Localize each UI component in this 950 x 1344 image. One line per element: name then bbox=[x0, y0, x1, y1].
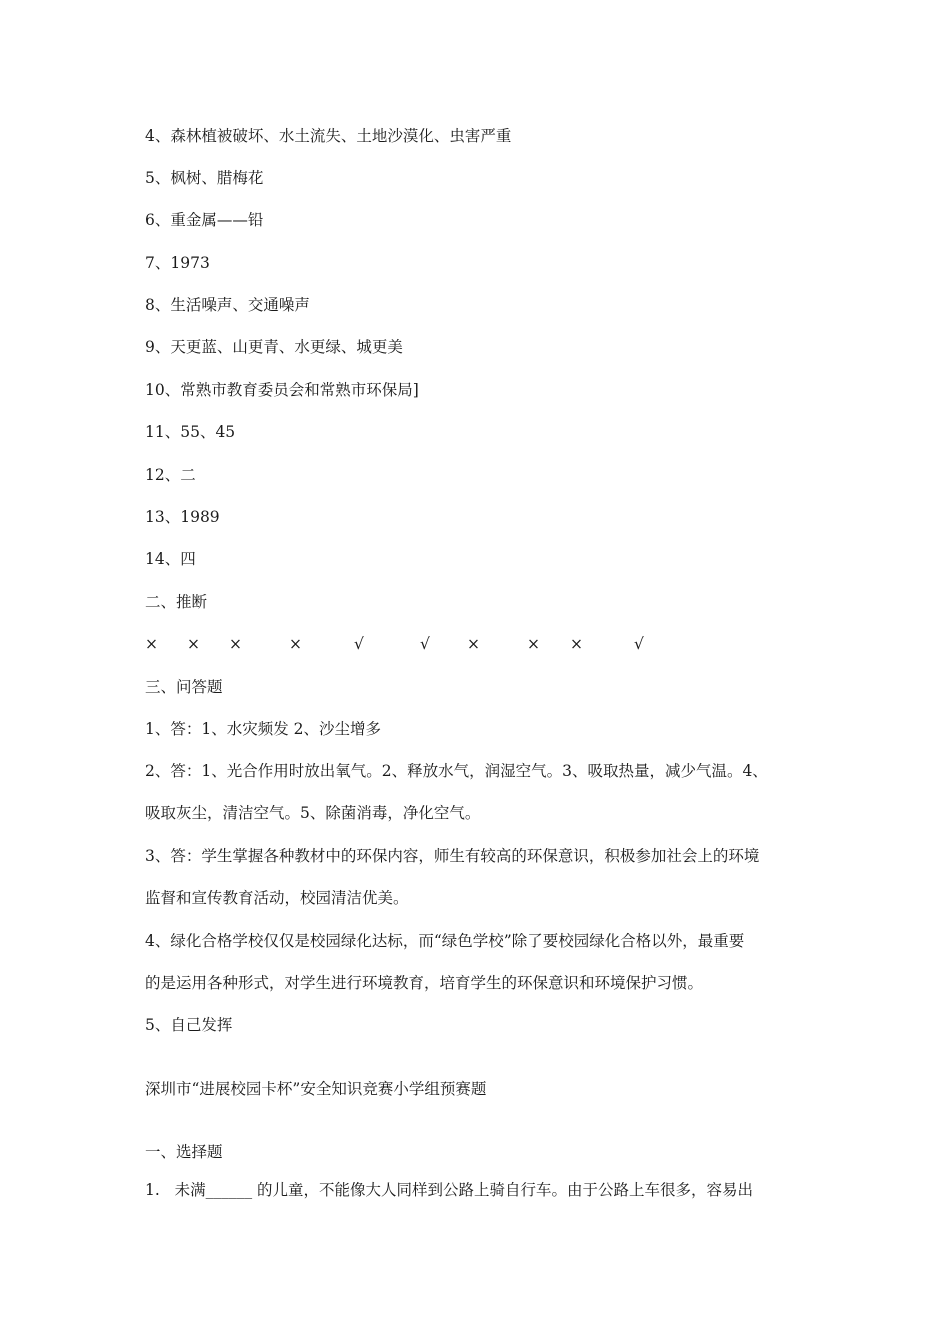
answer-line-4: 4、森林植被破坏、水土流失、土地沙漠化、虫害严重 bbox=[145, 127, 512, 145]
qa-answer-line: 4、绿化合格学校仅仅是校园绿化达标，而“绿色学校”除了要校园绿化合格以外，最重要 bbox=[145, 932, 745, 950]
question-1: 1. 未满______ 的儿童，不能像大人同样到公路上骑自行车。由于公路上车很多，容易出 bbox=[145, 1181, 753, 1199]
judgement-mark: √ bbox=[420, 635, 430, 653]
judgement-mark: × bbox=[527, 635, 540, 653]
answer-line-12: 12、二 bbox=[145, 466, 196, 484]
judgement-mark: × bbox=[467, 635, 480, 653]
judgement-mark: × bbox=[229, 635, 242, 653]
judgement-mark: √ bbox=[354, 635, 364, 653]
qa-answer-line: 3、答：学生掌握各种教材中的环保内容，师生有较高的环保意识，积极参加社会上的环境 bbox=[145, 847, 760, 865]
qa-answer-line: 监督和宣传教育活动，校园清洁优美。 bbox=[145, 889, 409, 907]
judgement-mark: √ bbox=[634, 635, 644, 653]
answer-line-13: 13、1989 bbox=[145, 508, 220, 526]
answer-line-7: 7、1973 bbox=[145, 254, 210, 272]
section-heading-qa: 三、问答题 bbox=[145, 678, 223, 696]
answer-line-14: 14、四 bbox=[145, 550, 196, 568]
judgement-mark: × bbox=[289, 635, 302, 653]
judgement-marks-row bbox=[0, 634, 950, 654]
answer-line-6: 6、重金属——铅 bbox=[145, 211, 264, 229]
qa-answer-line: 的是运用各种形式，对学生进行环境教育，培育学生的环保意识和环境保护习惯。 bbox=[145, 974, 704, 992]
judgement-mark: × bbox=[187, 635, 200, 653]
answer-line-9: 9、天更蓝、山更青、水更绿、城更美 bbox=[145, 338, 403, 356]
section-heading-judgement: 二、推断 bbox=[145, 593, 208, 611]
qa-answer-line: 5、自己发挥 bbox=[145, 1016, 233, 1034]
qa-answer-line: 吸取灰尘，清洁空气。5、除菌消毒，净化空气。 bbox=[145, 804, 481, 822]
answer-line-11: 11、55、45 bbox=[145, 423, 236, 441]
contest-title: 深圳市“进展校园卡杯”安全知识竞赛小学组预赛题 bbox=[145, 1080, 487, 1098]
answer-line-5: 5、枫树、腊梅花 bbox=[145, 169, 264, 187]
judgement-mark: × bbox=[570, 635, 583, 653]
judgement-mark: × bbox=[145, 635, 158, 653]
qa-answer-line: 2、答：1、光合作用时放出氧气。2、释放水气，润湿空气。3、吸取热量，减少气温。4、 bbox=[145, 762, 768, 780]
answer-line-8: 8、生活噪声、交通噪声 bbox=[145, 296, 310, 314]
qa-answer-line: 1、答：1、水灾频发 2、沙尘增多 bbox=[145, 720, 382, 738]
section-heading-choice: 一、选择题 bbox=[145, 1143, 223, 1161]
answer-line-10: 10、常熟市教育委员会和常熟市环保局] bbox=[145, 381, 419, 399]
